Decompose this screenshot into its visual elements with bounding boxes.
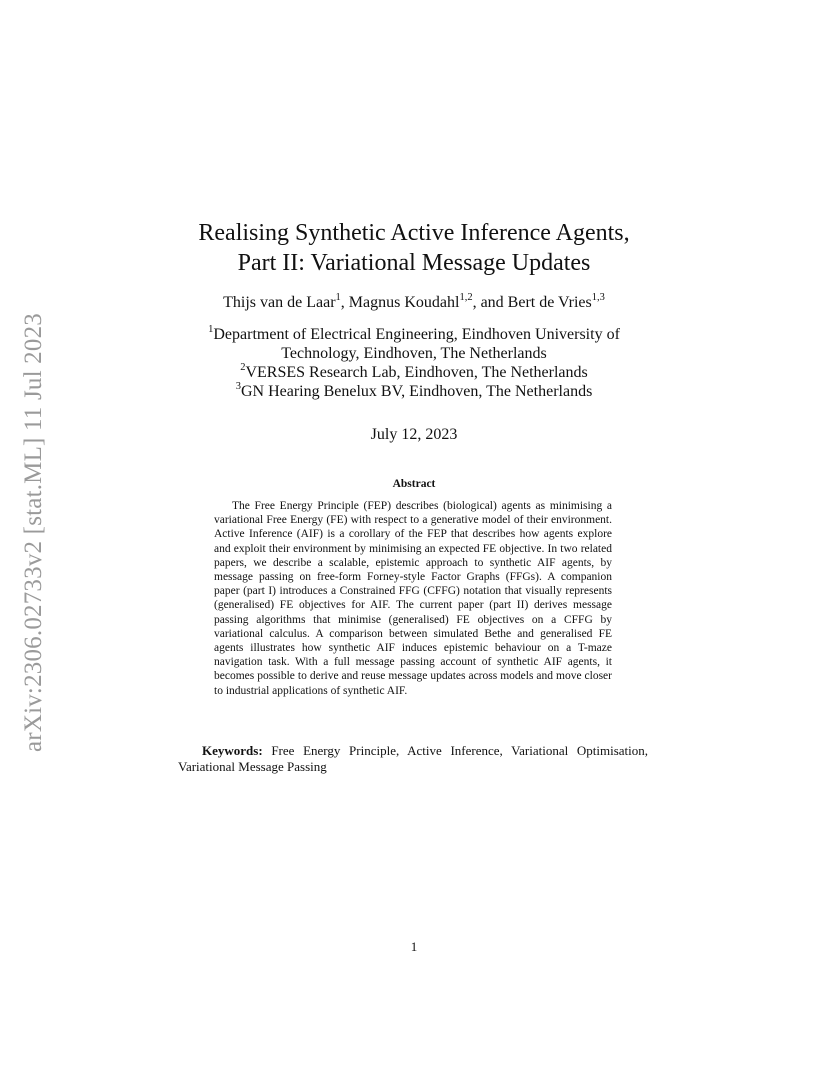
- keywords-paragraph: [178, 743, 648, 775]
- affiliation-line: [0, 325, 828, 344]
- author-name: Magnus Koudahl: [348, 294, 460, 311]
- publication-date: July 12, 2023: [370, 426, 458, 443]
- paper-title: [0, 218, 828, 278]
- keywords-label: Keywords:: [202, 743, 263, 758]
- author-separator: ,: [340, 294, 349, 311]
- author-affiliation-mark: 1,3: [591, 291, 605, 303]
- affiliation-text: Technology, Eindhoven, The Netherlands: [281, 345, 547, 362]
- author-affiliation-mark: 1,2: [459, 291, 473, 303]
- affiliation-mark: 3: [235, 380, 241, 392]
- affiliation-list: [0, 325, 828, 401]
- author-separator: , and: [472, 294, 508, 311]
- arxiv-identifier-stamp: arXiv:2306.02733v2 [stat.ML] 11 Jul 2023: [20, 313, 47, 753]
- author-affiliation-mark: 1: [335, 291, 341, 303]
- affiliation-text: VERSES Research Lab, Eindhoven, The Netherlands: [245, 364, 588, 381]
- affiliation-mark: 2: [240, 361, 246, 373]
- author-list: [0, 292, 828, 314]
- affiliation-line: [0, 382, 828, 401]
- author-name: Bert de Vries: [507, 294, 592, 311]
- affiliation-text: Department of Electrical Engineering, Eindhoven University of: [213, 326, 620, 343]
- author-name: Thijs van de Laar: [223, 294, 336, 311]
- page-number: 1: [410, 939, 418, 954]
- keywords-text: Free Energy Principle, Active Inference, Variational Optimisation, Variational Message Passing: [178, 743, 649, 774]
- affiliation-mark: 1: [208, 323, 214, 335]
- affiliation-line: [0, 363, 828, 382]
- abstract-body: The Free Energy Principle (FEP) describes (biological) agents as minimising a variational Free Energy (FE) with respect to a generative model of their environment. Active Inference (AIF) is a corollary of the FEP that describes how agents explore and exploit their environment by minimising an expected FE objective. In two related papers, we describe a scalable, epistemic approach to synthetic AIF agents, by message passing on free-form Forney-style Factor Graphs (FFGs). A companion paper (part I) introduces a Constrained FFG (CFFG) notation that visually represents (generalised) FE objectives for AIF. The current paper (part II) derives message passing algorithms that minimise (generalised) FE objectives on a CFFG by variational calculus. A comparison between simulated Bethe and generalised FE agents illustrates how synthetic AIF induces epistemic behaviour on a T-maze navigation task. With a full message passing account of synthetic AIF agents, it becomes possible to derive and reuse message updates across models and move closer to industrial applications of synthetic AIF.: [214, 500, 612, 697]
- affiliation-text: GN Hearing Benelux BV, Eindhoven, The Netherlands: [240, 383, 593, 400]
- affiliation-line: [0, 344, 828, 363]
- paper-title-line-1: Realising Synthetic Active Inference Agents,: [198, 220, 630, 246]
- abstract-heading: Abstract: [392, 478, 436, 490]
- paper-title-line-2: Part II: Variational Message Updates: [237, 250, 591, 276]
